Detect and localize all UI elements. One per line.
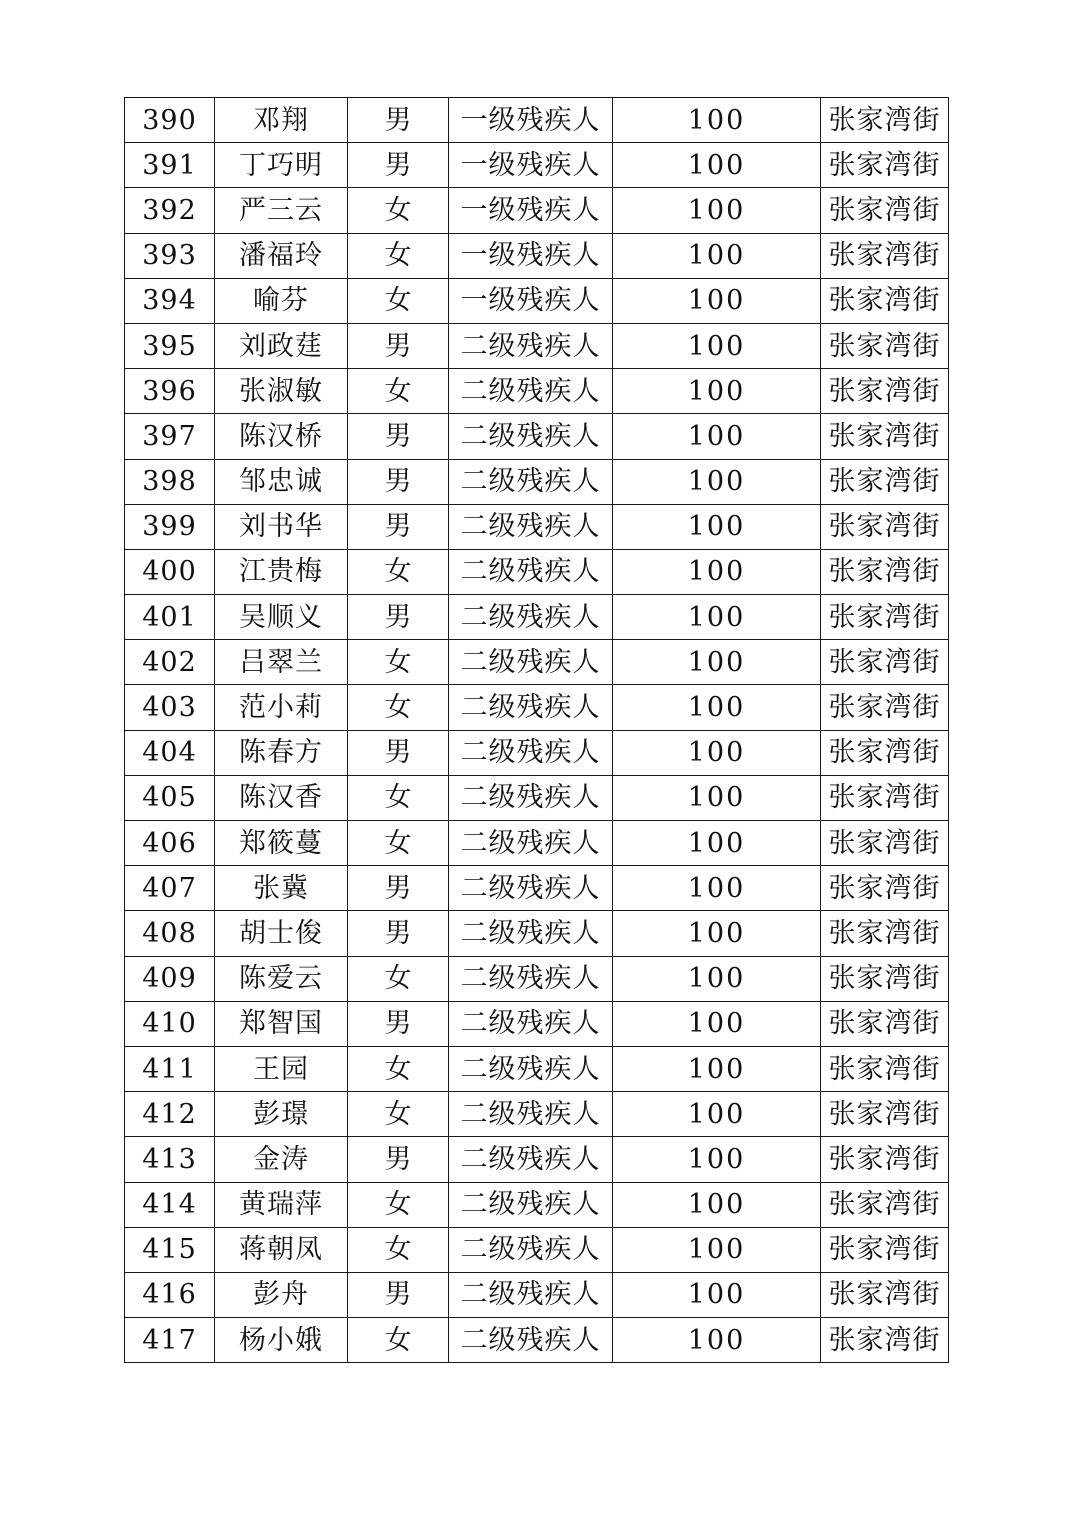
cell-gender: 女 — [348, 1092, 449, 1137]
cell-number: 417 — [125, 1318, 215, 1363]
cell-disability-level: 二级残疾人 — [449, 1137, 613, 1182]
cell-disability-level: 二级残疾人 — [449, 911, 613, 956]
cell-number: 404 — [125, 730, 215, 775]
cell-gender: 女 — [348, 1318, 449, 1363]
cell-street: 张家湾街 — [821, 369, 949, 414]
cell-name: 陈爱云 — [215, 956, 348, 1001]
cell-street: 张家湾街 — [821, 143, 949, 188]
cell-amount: 100 — [613, 730, 821, 775]
cell-amount: 100 — [613, 640, 821, 685]
cell-number: 395 — [125, 323, 215, 368]
cell-name: 彭舟 — [215, 1272, 348, 1317]
cell-disability-level: 二级残疾人 — [449, 821, 613, 866]
cell-number: 411 — [125, 1046, 215, 1091]
cell-gender: 男 — [348, 730, 449, 775]
cell-amount: 100 — [613, 414, 821, 459]
cell-amount: 100 — [613, 821, 821, 866]
cell-number: 390 — [125, 98, 215, 143]
cell-amount: 100 — [613, 685, 821, 730]
cell-gender: 男 — [348, 1272, 449, 1317]
cell-gender: 女 — [348, 278, 449, 323]
cell-number: 410 — [125, 1001, 215, 1046]
cell-amount: 100 — [613, 595, 821, 640]
cell-street: 张家湾街 — [821, 1182, 949, 1227]
cell-number: 413 — [125, 1137, 215, 1182]
cell-disability-level: 一级残疾人 — [449, 233, 613, 278]
cell-street: 张家湾街 — [821, 233, 949, 278]
cell-amount: 100 — [613, 1272, 821, 1317]
cell-name: 杨小娥 — [215, 1318, 348, 1363]
table-row — [125, 414, 949, 459]
cell-amount: 100 — [613, 233, 821, 278]
cell-number: 414 — [125, 1182, 215, 1227]
cell-gender: 女 — [348, 549, 449, 594]
cell-name: 范小莉 — [215, 685, 348, 730]
cell-disability-level: 二级残疾人 — [449, 1182, 613, 1227]
cell-street: 张家湾街 — [821, 1092, 949, 1137]
cell-street: 张家湾街 — [821, 323, 949, 368]
cell-amount: 100 — [613, 459, 821, 504]
cell-name: 胡士俊 — [215, 911, 348, 956]
cell-number: 398 — [125, 459, 215, 504]
cell-gender: 男 — [348, 98, 449, 143]
cell-number: 393 — [125, 233, 215, 278]
cell-number: 415 — [125, 1227, 215, 1272]
cell-number: 401 — [125, 595, 215, 640]
cell-amount: 100 — [613, 956, 821, 1001]
cell-amount: 100 — [613, 98, 821, 143]
table-row — [125, 1046, 949, 1091]
cell-name: 潘福玲 — [215, 233, 348, 278]
cell-disability-level: 一级残疾人 — [449, 143, 613, 188]
cell-street: 张家湾街 — [821, 1046, 949, 1091]
cell-number: 394 — [125, 278, 215, 323]
cell-street: 张家湾街 — [821, 549, 949, 594]
cell-number: 412 — [125, 1092, 215, 1137]
cell-name: 金涛 — [215, 1137, 348, 1182]
cell-amount: 100 — [613, 323, 821, 368]
table-row — [125, 1092, 949, 1137]
cell-disability-level: 二级残疾人 — [449, 956, 613, 1001]
cell-gender: 女 — [348, 775, 449, 820]
cell-disability-level: 二级残疾人 — [449, 369, 613, 414]
table-row — [125, 866, 949, 911]
cell-disability-level: 二级残疾人 — [449, 1092, 613, 1137]
cell-name: 刘书华 — [215, 504, 348, 549]
cell-amount: 100 — [613, 278, 821, 323]
table-row — [125, 323, 949, 368]
cell-name: 蒋朝凤 — [215, 1227, 348, 1272]
table-row — [125, 640, 949, 685]
cell-disability-level: 二级残疾人 — [449, 595, 613, 640]
table-row — [125, 956, 949, 1001]
table-row — [125, 775, 949, 820]
cell-disability-level: 二级残疾人 — [449, 730, 613, 775]
cell-disability-level: 二级残疾人 — [449, 1046, 613, 1091]
cell-disability-level: 二级残疾人 — [449, 414, 613, 459]
cell-disability-level: 二级残疾人 — [449, 1227, 613, 1272]
table-row — [125, 821, 949, 866]
cell-name: 吕翠兰 — [215, 640, 348, 685]
cell-disability-level: 二级残疾人 — [449, 323, 613, 368]
cell-gender: 女 — [348, 685, 449, 730]
table-row — [125, 1227, 949, 1272]
cell-amount: 100 — [613, 1137, 821, 1182]
cell-number: 408 — [125, 911, 215, 956]
cell-name: 吴顺义 — [215, 595, 348, 640]
cell-name: 邹忠诚 — [215, 459, 348, 504]
cell-amount: 100 — [613, 369, 821, 414]
cell-street: 张家湾街 — [821, 414, 949, 459]
table-row — [125, 504, 949, 549]
cell-street: 张家湾街 — [821, 1137, 949, 1182]
cell-gender: 男 — [348, 459, 449, 504]
table-row — [125, 98, 949, 143]
cell-street: 张家湾街 — [821, 1001, 949, 1046]
cell-disability-level: 二级残疾人 — [449, 549, 613, 594]
cell-disability-level: 二级残疾人 — [449, 459, 613, 504]
table-row — [125, 233, 949, 278]
cell-disability-level: 二级残疾人 — [449, 640, 613, 685]
cell-amount: 100 — [613, 775, 821, 820]
cell-gender: 男 — [348, 414, 449, 459]
cell-gender: 男 — [348, 911, 449, 956]
cell-street: 张家湾街 — [821, 821, 949, 866]
cell-name: 张淑敏 — [215, 369, 348, 414]
table-row — [125, 459, 949, 504]
cell-gender: 女 — [348, 188, 449, 233]
cell-gender: 女 — [348, 821, 449, 866]
cell-amount: 100 — [613, 504, 821, 549]
cell-amount: 100 — [613, 1182, 821, 1227]
cell-street: 张家湾街 — [821, 595, 949, 640]
cell-gender: 女 — [348, 1227, 449, 1272]
table-row — [125, 1182, 949, 1227]
table-row — [125, 1137, 949, 1182]
cell-name: 丁巧明 — [215, 143, 348, 188]
cell-gender: 男 — [348, 1137, 449, 1182]
cell-disability-level: 二级残疾人 — [449, 504, 613, 549]
cell-gender: 男 — [348, 323, 449, 368]
cell-gender: 女 — [348, 233, 449, 278]
cell-number: 407 — [125, 866, 215, 911]
cell-gender: 女 — [348, 1182, 449, 1227]
cell-disability-level: 二级残疾人 — [449, 1001, 613, 1046]
cell-street: 张家湾街 — [821, 504, 949, 549]
cell-name: 刘政莛 — [215, 323, 348, 368]
roster-table-body — [125, 98, 949, 1363]
cell-amount: 100 — [613, 866, 821, 911]
cell-street: 张家湾街 — [821, 98, 949, 143]
cell-street: 张家湾街 — [821, 1318, 949, 1363]
table-row — [125, 143, 949, 188]
cell-disability-level: 二级残疾人 — [449, 775, 613, 820]
cell-disability-level: 一级残疾人 — [449, 98, 613, 143]
cell-disability-level: 一级残疾人 — [449, 278, 613, 323]
cell-number: 399 — [125, 504, 215, 549]
cell-name: 郑筱蔓 — [215, 821, 348, 866]
cell-gender: 男 — [348, 595, 449, 640]
cell-name: 江贵梅 — [215, 549, 348, 594]
cell-number: 416 — [125, 1272, 215, 1317]
cell-number: 396 — [125, 369, 215, 414]
cell-street: 张家湾街 — [821, 866, 949, 911]
cell-street: 张家湾街 — [821, 459, 949, 504]
cell-name: 严三云 — [215, 188, 348, 233]
cell-name: 陈汉桥 — [215, 414, 348, 459]
cell-gender: 女 — [348, 956, 449, 1001]
table-row — [125, 549, 949, 594]
cell-number: 392 — [125, 188, 215, 233]
cell-gender: 男 — [348, 1001, 449, 1046]
cell-amount: 100 — [613, 1227, 821, 1272]
cell-disability-level: 二级残疾人 — [449, 1318, 613, 1363]
cell-number: 405 — [125, 775, 215, 820]
table-row — [125, 595, 949, 640]
cell-name: 邓翔 — [215, 98, 348, 143]
cell-number: 409 — [125, 956, 215, 1001]
table-row — [125, 911, 949, 956]
table-row — [125, 1001, 949, 1046]
cell-disability-level: 一级残疾人 — [449, 188, 613, 233]
cell-gender: 女 — [348, 640, 449, 685]
cell-name: 彭璟 — [215, 1092, 348, 1137]
cell-name: 喻芬 — [215, 278, 348, 323]
cell-name: 王园 — [215, 1046, 348, 1091]
cell-number: 403 — [125, 685, 215, 730]
cell-disability-level: 二级残疾人 — [449, 685, 613, 730]
cell-gender: 女 — [348, 1046, 449, 1091]
table-row — [125, 188, 949, 233]
cell-amount: 100 — [613, 549, 821, 594]
cell-street: 张家湾街 — [821, 188, 949, 233]
cell-name: 郑智国 — [215, 1001, 348, 1046]
cell-street: 张家湾街 — [821, 1227, 949, 1272]
cell-amount: 100 — [613, 1318, 821, 1363]
cell-street: 张家湾街 — [821, 685, 949, 730]
cell-number: 406 — [125, 821, 215, 866]
table-row — [125, 1318, 949, 1363]
cell-street: 张家湾街 — [821, 956, 949, 1001]
cell-name: 陈春方 — [215, 730, 348, 775]
roster-table — [124, 97, 949, 1363]
cell-amount: 100 — [613, 911, 821, 956]
cell-amount: 100 — [613, 1092, 821, 1137]
table-row — [125, 685, 949, 730]
cell-street: 张家湾街 — [821, 911, 949, 956]
cell-number: 397 — [125, 414, 215, 459]
cell-street: 张家湾街 — [821, 730, 949, 775]
cell-number: 400 — [125, 549, 215, 594]
cell-street: 张家湾街 — [821, 775, 949, 820]
cell-gender: 男 — [348, 143, 449, 188]
cell-street: 张家湾街 — [821, 278, 949, 323]
cell-name: 黄瑞萍 — [215, 1182, 348, 1227]
cell-disability-level: 二级残疾人 — [449, 866, 613, 911]
cell-street: 张家湾街 — [821, 640, 949, 685]
table-row — [125, 278, 949, 323]
cell-number: 402 — [125, 640, 215, 685]
cell-name: 陈汉香 — [215, 775, 348, 820]
cell-amount: 100 — [613, 1046, 821, 1091]
cell-amount: 100 — [613, 188, 821, 233]
cell-disability-level: 二级残疾人 — [449, 1272, 613, 1317]
cell-street: 张家湾街 — [821, 1272, 949, 1317]
table-row — [125, 730, 949, 775]
cell-gender: 女 — [348, 369, 449, 414]
cell-gender: 男 — [348, 504, 449, 549]
table-row — [125, 1272, 949, 1317]
cell-gender: 男 — [348, 866, 449, 911]
table-row — [125, 369, 949, 414]
cell-amount: 100 — [613, 1001, 821, 1046]
cell-amount: 100 — [613, 143, 821, 188]
cell-number: 391 — [125, 143, 215, 188]
cell-name: 张冀 — [215, 866, 348, 911]
